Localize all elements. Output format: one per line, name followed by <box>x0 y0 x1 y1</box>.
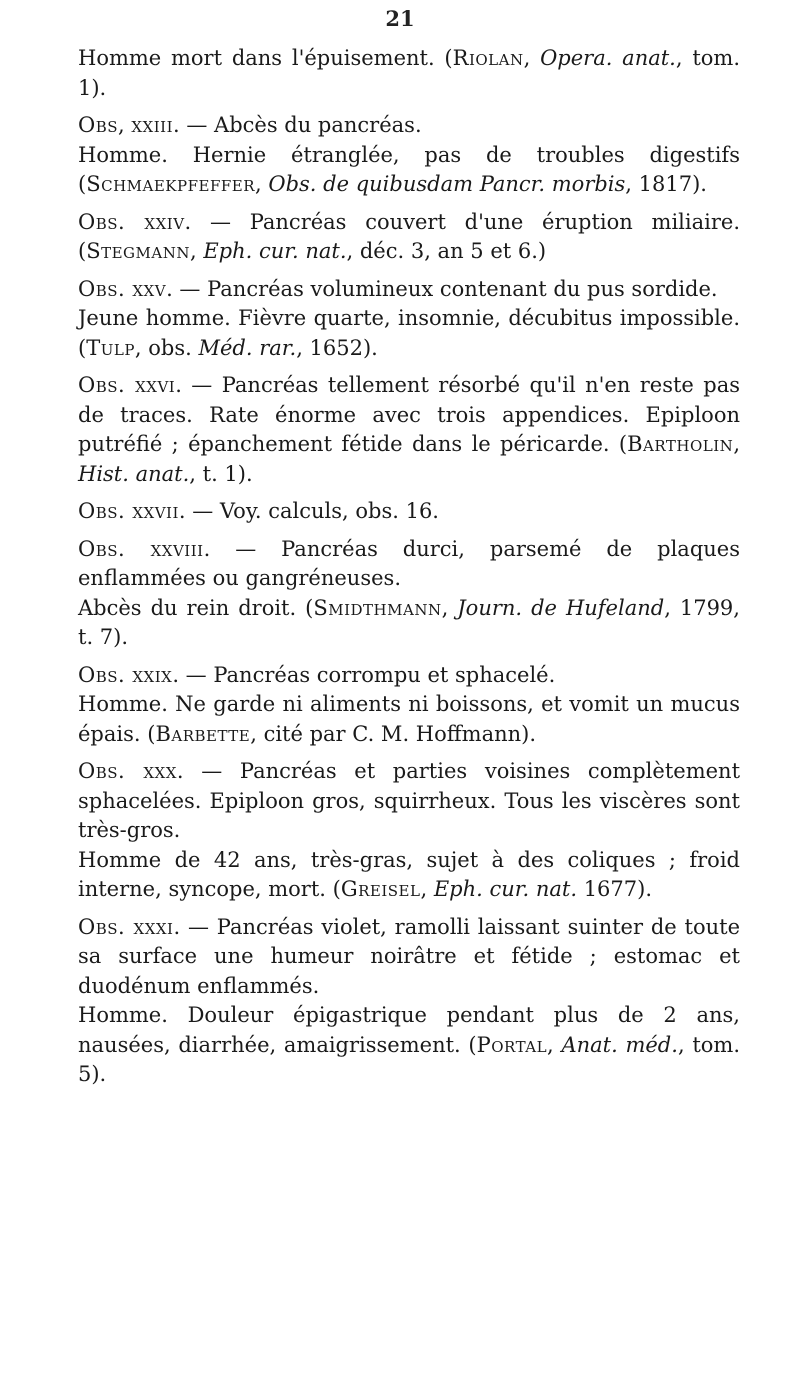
text-run: Homme de 42 ans, très-gras, sujet à des coliques ; froid interne, syncope, mort. ( <box>78 847 740 901</box>
text-run: , <box>118 113 132 137</box>
italic-text: Opera. anat. <box>540 46 676 70</box>
paragraph-p13 <box>78 757 740 846</box>
text-run: , <box>420 877 434 901</box>
small-caps-text: Greisel <box>340 877 421 901</box>
text-run: Homme. Douleur épigastrique pendant plus de 2 ans, nausées, diarrhée, amaigrissement. ( <box>78 1003 740 1057</box>
small-caps-text: Bartholin <box>627 432 734 456</box>
text-run: , t. 1). <box>189 461 253 486</box>
text-run: , obs. <box>134 335 199 360</box>
paragraph-p14 <box>78 846 740 905</box>
italic-text: Eph. cur. nat. <box>433 877 578 901</box>
paragraph-p3 <box>78 141 740 200</box>
paragraph-p1 <box>78 44 740 103</box>
italic-text: Journ. de Hufeland <box>457 595 665 620</box>
italic-text: Eph. cur. nat. <box>203 239 347 263</box>
text-run: , <box>733 432 740 456</box>
text-run: , 1817). <box>625 172 707 196</box>
text-run: , 1652). <box>296 335 378 360</box>
text-run: . — Pancréas tellement résorbé qu'il n'en reste pas de traces. Rate énorme avec trois appendices. Epiploon putréfié ; épanchement fétide dans le péricarde. ( <box>78 373 741 456</box>
small-caps-text: Portal <box>476 1032 548 1057</box>
text-run: 1677). <box>577 877 653 901</box>
paragraph-p12 <box>78 690 740 749</box>
text-run: , cité par C. M. Hoffmann). <box>250 721 537 746</box>
text-run: , 1799, t. 7). <box>78 595 740 649</box>
small-caps-text: Schmaekpfeffer <box>86 172 256 196</box>
paragraph-p15 <box>78 913 740 1002</box>
small-caps-text: Stegmann <box>86 239 190 263</box>
text-run: . — Pancréas couvert d'une éruption miliaire. ( <box>78 209 740 263</box>
text-run: Homme mort dans l'épuisement. ( <box>78 46 453 70</box>
italic-text: Hist. anat. <box>78 461 190 486</box>
text-run: , <box>547 1032 562 1057</box>
text-run: Abcès du rein droit. ( <box>78 595 314 620</box>
paragraph-p2 <box>78 111 740 141</box>
italic-text: Anat. méd. <box>561 1032 678 1057</box>
paragraph-p6 <box>78 304 740 363</box>
small-caps-text: Obs <box>78 113 119 137</box>
text-run: , <box>441 595 458 620</box>
small-caps-text: Riolan <box>452 46 524 70</box>
text-run: , <box>523 46 541 70</box>
text-run: Jeune homme. Fièvre quarte, insomnie, décubitus impossible. ( <box>78 306 740 360</box>
italic-text: Méd. rar. <box>198 335 297 360</box>
small-caps-text: Obs. xxviii <box>78 536 204 561</box>
text-run: , tom. 5). <box>78 1032 740 1086</box>
text-run: , tom. 1). <box>78 46 740 100</box>
page-body <box>78 44 740 1098</box>
small-caps-text: Smidthmann <box>313 595 442 620</box>
small-caps-text: Obs. xxv <box>78 276 167 301</box>
text-run: . — Voy. calculs, obs. 16. <box>178 499 439 523</box>
small-caps-text: Obs. xxvii <box>78 499 179 523</box>
paragraph-p8 <box>78 497 740 527</box>
small-caps-text: Obs. xxxi <box>78 914 174 939</box>
text-run: , <box>255 172 269 196</box>
paragraph-p7 <box>78 371 740 489</box>
text-run: Homme. Ne garde ni aliments ni boissons, et vomit un mucus épais. ( <box>78 692 740 746</box>
small-caps-text: xxiii <box>131 113 174 137</box>
text-run: . — Abcès du pancréas. <box>173 113 422 137</box>
text-run: . — Pancréas volumineux contenant du pus sordide. <box>166 276 718 301</box>
small-caps-text: Tulp <box>86 335 135 360</box>
text-run: Homme. Hernie étranglée, pas de troubles digestifs ( <box>78 142 740 196</box>
paragraph-p5 <box>78 275 740 305</box>
paragraph-p11 <box>78 661 740 691</box>
small-caps-text: Obs. xxvi <box>78 373 176 397</box>
small-caps-text: Barbette <box>155 721 251 746</box>
page-number: 21 <box>385 6 415 31</box>
paragraph-p16 <box>78 1001 740 1090</box>
text-run: . — Pancréas et parties voisines complètement sphacelées. Epiploon gros, squirrheux. Tous les viscères sont très-gros. <box>78 759 741 842</box>
small-caps-text: Obs. xxiv <box>78 209 185 234</box>
paragraph-p10 <box>78 594 740 653</box>
text-run: . — Pancréas durci, parsemé de plaques enflammées ou gangréneuses. <box>78 536 740 590</box>
text-run: . — Pancréas violet, ramolli laissant suinter de toute sa surface une humeur noirâtre et fétide ; estomac et duodénum enflammés. <box>78 914 740 998</box>
small-caps-text: Obs. xxx <box>78 759 177 783</box>
small-caps-text: Obs. xxix <box>78 662 173 687</box>
paragraph-p4 <box>78 208 740 267</box>
text-run: , déc. 3, an 5 et 6.) <box>346 239 547 263</box>
text-run: , <box>189 239 204 263</box>
italic-text: Obs. de quibusdam Pancr. morbis <box>268 172 626 196</box>
text-run: . — Pancréas corrompu et sphacelé. <box>172 662 556 687</box>
paragraph-p9 <box>78 535 740 594</box>
